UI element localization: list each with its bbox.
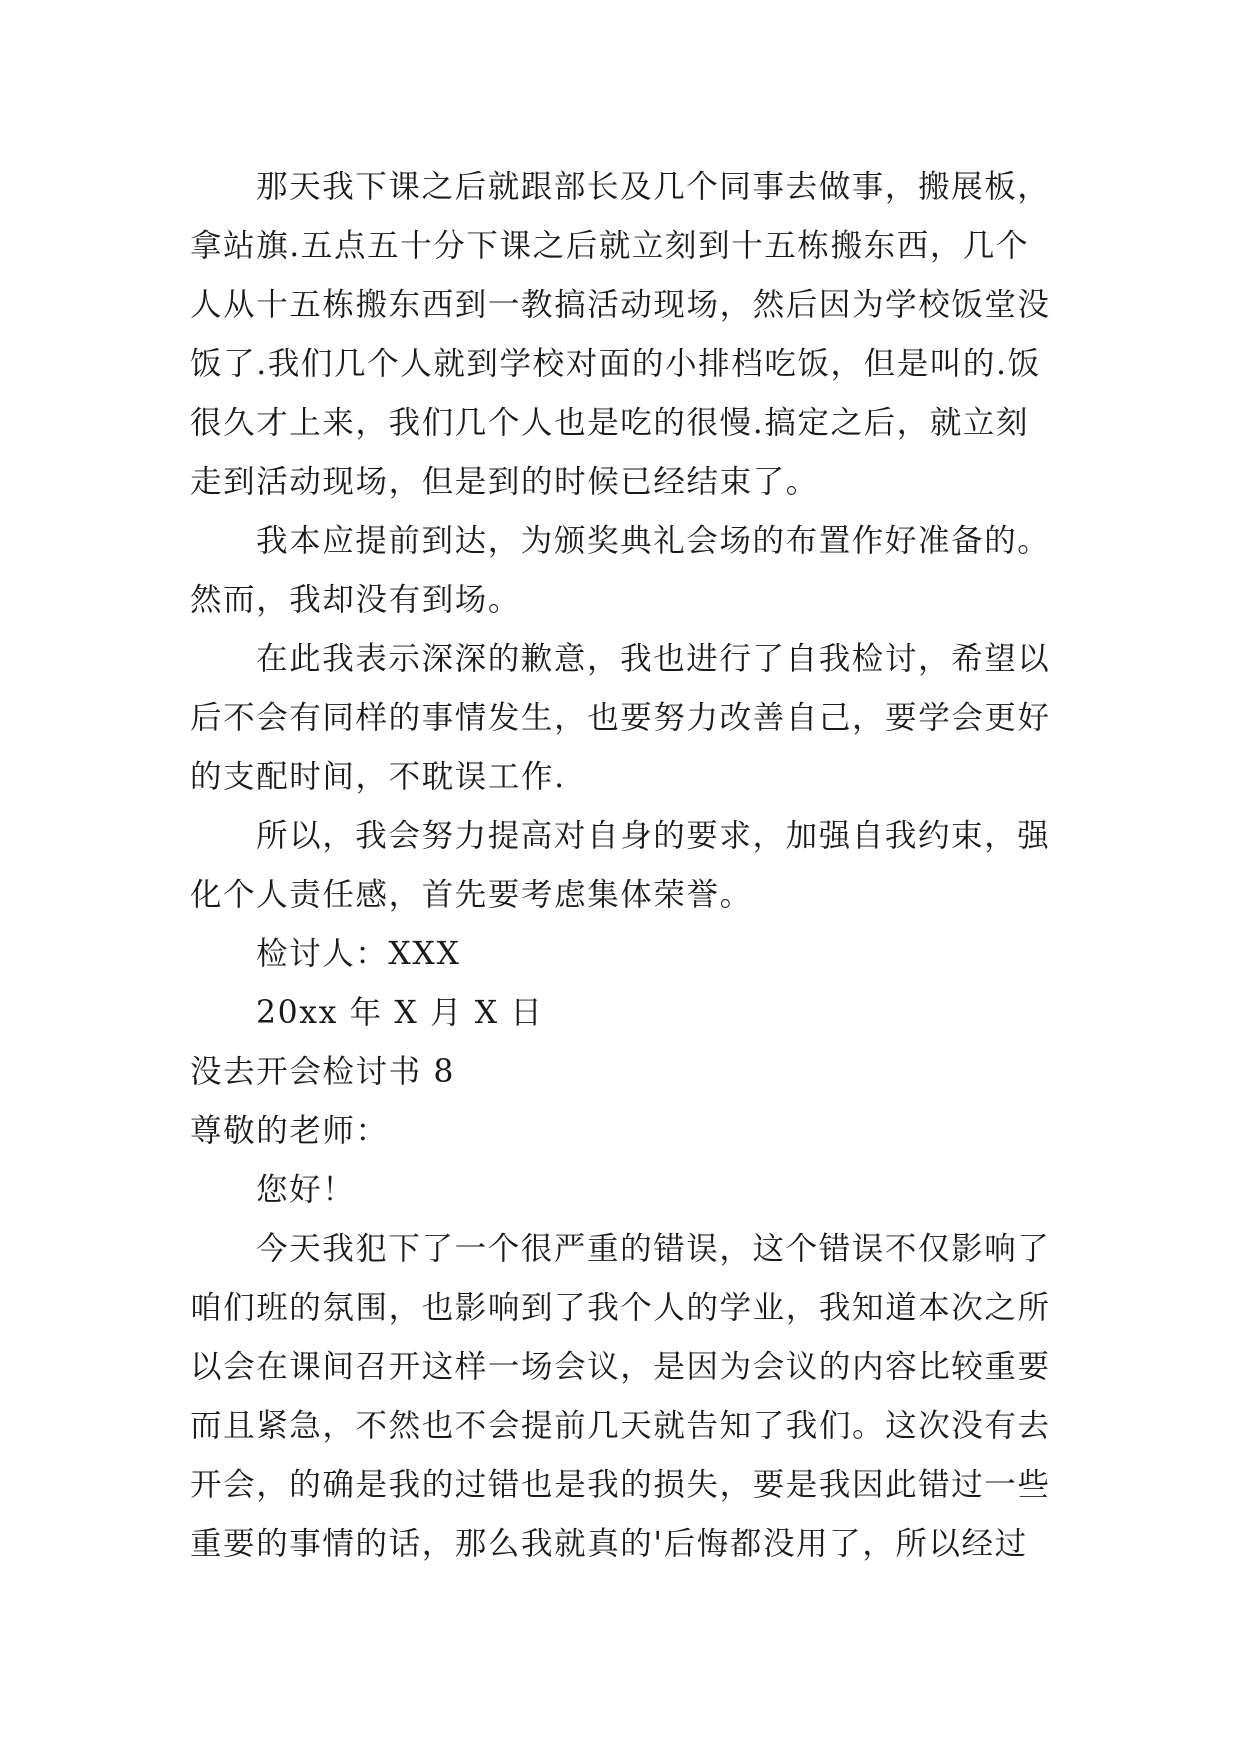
paragraph-line: 然而，我却没有到场。 <box>190 582 522 618</box>
paragraph-line: 我本应提前到达，为颁奖典礼会场的布置作好准备的。 <box>256 523 1051 559</box>
paragraph-line: 而且紧急，不然也不会提前几天就告知了我们。这次没有去 <box>190 1408 1051 1444</box>
paragraph-line: 所以，我会努力提高对自身的要求，加强自我约束，强 <box>256 818 1051 854</box>
section-heading: 没去开会检讨书 8 <box>190 1054 455 1090</box>
paragraph-line: 人从十五栋搬东西到一教搞活动现场，然后因为学校饭堂没 <box>190 287 1051 323</box>
paragraph-line: 开会，的确是我的过错也是我的损失，要是我因此错过一些 <box>190 1467 1051 1503</box>
paragraph-line: 走到活动现场，但是到的时候已经结束了。 <box>190 464 819 500</box>
paragraph-line: 那天我下课之后就跟部长及几个同事去做事，搬展板， <box>256 169 1051 205</box>
paragraph-line: 拿站旗.五点五十分下课之后就立刻到十五栋搬东西，几个 <box>190 228 1030 264</box>
date-line: 20xx 年 X 月 X 日 <box>256 995 544 1031</box>
paragraph-line: 化个人责任感，首先要考虑集体荣誉。 <box>190 877 753 913</box>
paragraph-line: 的支配时间，不耽误工作. <box>190 759 566 795</box>
signature-line: 检讨人：XXX <box>256 936 461 972</box>
salutation: 尊敬的老师： <box>190 1113 389 1149</box>
paragraph-line: 重要的事情的话，那么我就真的'后悔都没用了，所以经过 <box>190 1526 1028 1562</box>
paragraph-line: 后不会有同样的事情发生，也要努力改善自己，要学会更好 <box>190 700 1051 736</box>
paragraph-line: 咱们班的氛围，也影响到了我个人的学业，我知道本次之所 <box>190 1290 1051 1326</box>
paragraph-line: 在此我表示深深的歉意，我也进行了自我检讨，希望以 <box>256 641 1051 677</box>
paragraph-line: 以会在课间召开这样一场会议，是因为会议的内容比较重要 <box>190 1349 1051 1385</box>
paragraph-line: 饭了.我们几个人就到学校对面的小排档吃饭，但是叫的.饭 <box>190 346 1041 382</box>
paragraph-line: 很久才上来，我们几个人也是吃的很慢.搞定之后，就立刻 <box>190 405 1030 441</box>
paragraph-line: 今天我犯下了一个很严重的错误，这个错误不仅影响了 <box>256 1231 1051 1267</box>
greeting: 您好！ <box>256 1172 356 1208</box>
